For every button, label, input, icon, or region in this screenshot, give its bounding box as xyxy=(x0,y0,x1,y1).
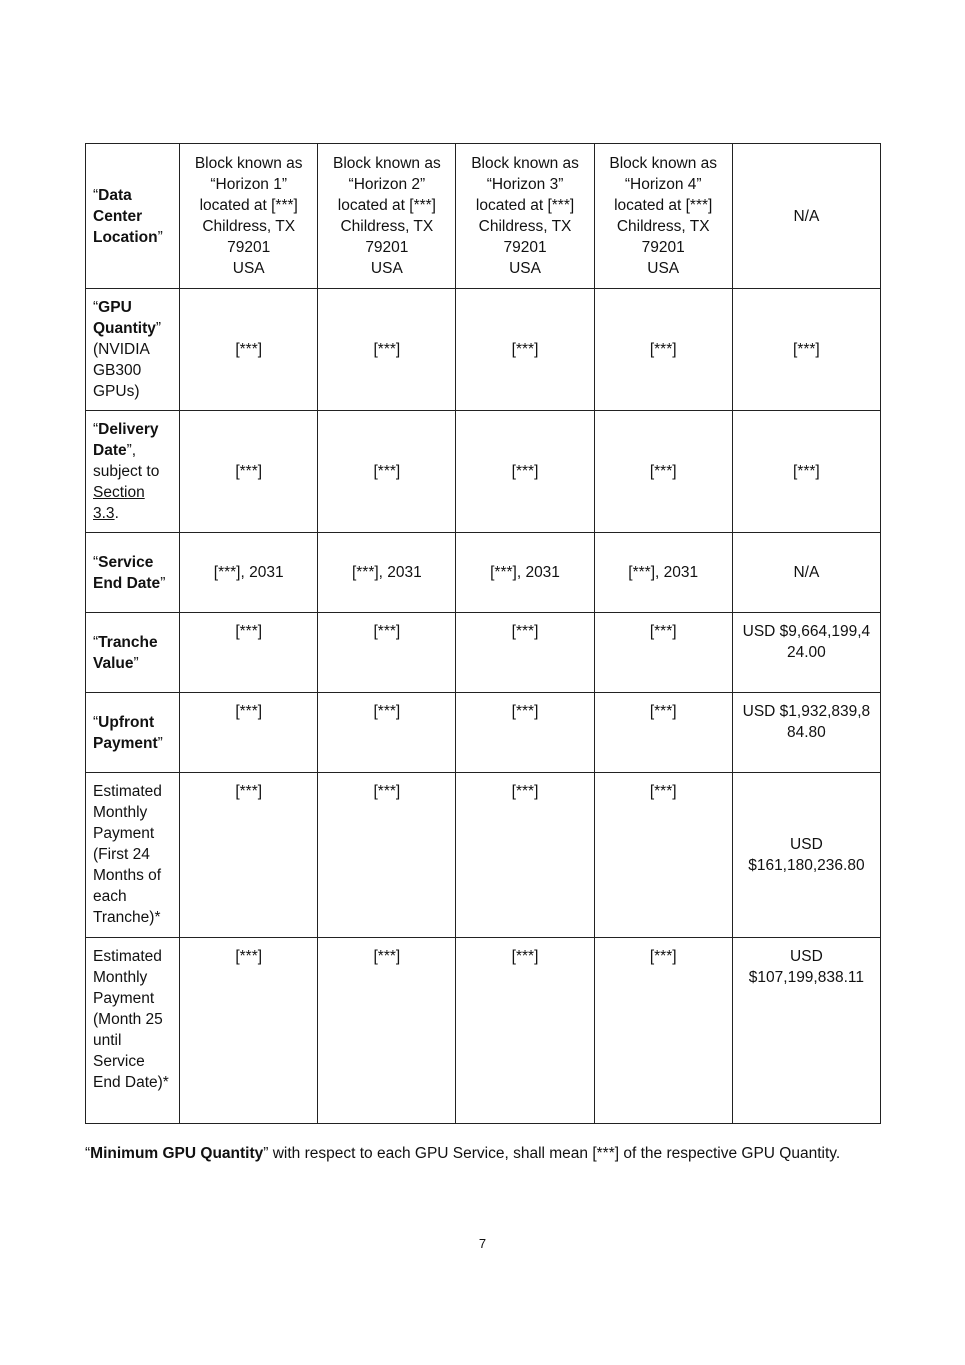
monthly1-horizon-4: [***] xyxy=(594,773,732,938)
upfront-payment-horizon-4: [***] xyxy=(594,693,732,773)
label-service-end-date: “Service End Date” xyxy=(86,533,180,613)
gpu-quantity-horizon-1: [***] xyxy=(180,289,318,411)
tranche-value-horizon-3: [***] xyxy=(456,613,594,693)
location-horizon-1: Block known as “Horizon 1” located at [***] Childress, TX 79201 USA xyxy=(180,144,318,289)
label-data-center-location: “Data Center Location” xyxy=(86,144,180,289)
service-end-total: N/A xyxy=(732,533,880,613)
label-monthly-payment-first-24: Estimated Monthly Payment (First 24 Months of each Tranche)* xyxy=(86,773,180,938)
gpu-quantity-horizon-3: [***] xyxy=(456,289,594,411)
monthly1-total: USD $161,180,236.80 xyxy=(732,773,880,938)
label-gpu-quantity: “GPU Quantity” (NVIDIA GB300 GPUs) xyxy=(86,289,180,411)
service-end-horizon-1: [***], 2031 xyxy=(180,533,318,613)
delivery-date-horizon-4: [***] xyxy=(594,411,732,533)
monthly2-horizon-4: [***] xyxy=(594,938,732,1124)
service-end-horizon-3: [***], 2031 xyxy=(456,533,594,613)
gpu-quantity-horizon-4: [***] xyxy=(594,289,732,411)
section-3-3-link[interactable]: Section 3.3 xyxy=(93,484,145,522)
monthly2-total: USD $107,199,838.11 xyxy=(732,938,880,1124)
row-data-center-location xyxy=(86,144,881,289)
service-end-horizon-2: [***], 2031 xyxy=(318,533,456,613)
location-horizon-3: Block known as “Horizon 3” located at [***] Childress, TX 79201 USA xyxy=(456,144,594,289)
upfront-payment-horizon-1: [***] xyxy=(180,693,318,773)
gpu-quantity-total: [***] xyxy=(732,289,880,411)
row-gpu-quantity xyxy=(86,289,881,411)
monthly2-horizon-1: [***] xyxy=(180,938,318,1124)
upfront-payment-total: USD $1,932,839,884.80 xyxy=(732,693,880,773)
row-tranche-value xyxy=(86,613,881,693)
delivery-date-horizon-2: [***] xyxy=(318,411,456,533)
row-service-end-date xyxy=(86,533,881,613)
row-monthly-payment-month-25 xyxy=(86,938,881,1124)
location-total: N/A xyxy=(732,144,880,289)
location-horizon-2: Block known as “Horizon 2” located at [***] Childress, TX 79201 USA xyxy=(318,144,456,289)
monthly2-horizon-2: [***] xyxy=(318,938,456,1124)
upfront-payment-horizon-3: [***] xyxy=(456,693,594,773)
gpu-quantity-horizon-2: [***] xyxy=(318,289,456,411)
tranche-value-horizon-1: [***] xyxy=(180,613,318,693)
page-number: 7 xyxy=(478,1236,487,1251)
delivery-date-horizon-3: [***] xyxy=(456,411,594,533)
tranche-value-horizon-2: [***] xyxy=(318,613,456,693)
monthly1-horizon-3: [***] xyxy=(456,773,594,938)
location-horizon-4: Block known as “Horizon 4” located at [***] Childress, TX 79201 USA xyxy=(594,144,732,289)
row-upfront-payment xyxy=(86,693,881,773)
row-monthly-payment-first-24 xyxy=(86,773,881,938)
label-delivery-date: “Delivery Date”, subject to Section 3.3. xyxy=(86,411,180,533)
minimum-gpu-quantity-paragraph: “Minimum GPU Quantity” with respect to each GPU Service, shall mean [***] of the respective GPU Quantity. xyxy=(85,1145,841,1162)
monthly2-horizon-3: [***] xyxy=(456,938,594,1124)
gpu-terms-table xyxy=(85,143,881,1124)
upfront-payment-horizon-2: [***] xyxy=(318,693,456,773)
label-upfront-payment: “Upfront Payment” xyxy=(86,693,180,773)
tranche-value-total: USD $9,664,199,424.00 xyxy=(732,613,880,693)
service-end-horizon-4: [***], 2031 xyxy=(594,533,732,613)
row-delivery-date xyxy=(86,411,881,533)
delivery-date-total: [***] xyxy=(732,411,880,533)
tranche-value-horizon-4: [***] xyxy=(594,613,732,693)
delivery-date-horizon-1: [***] xyxy=(180,411,318,533)
label-tranche-value: “Tranche Value” xyxy=(86,613,180,693)
label-monthly-payment-month-25: Estimated Monthly Payment (Month 25 until Service End Date)* xyxy=(86,938,180,1124)
monthly1-horizon-2: [***] xyxy=(318,773,456,938)
monthly1-horizon-1: [***] xyxy=(180,773,318,938)
